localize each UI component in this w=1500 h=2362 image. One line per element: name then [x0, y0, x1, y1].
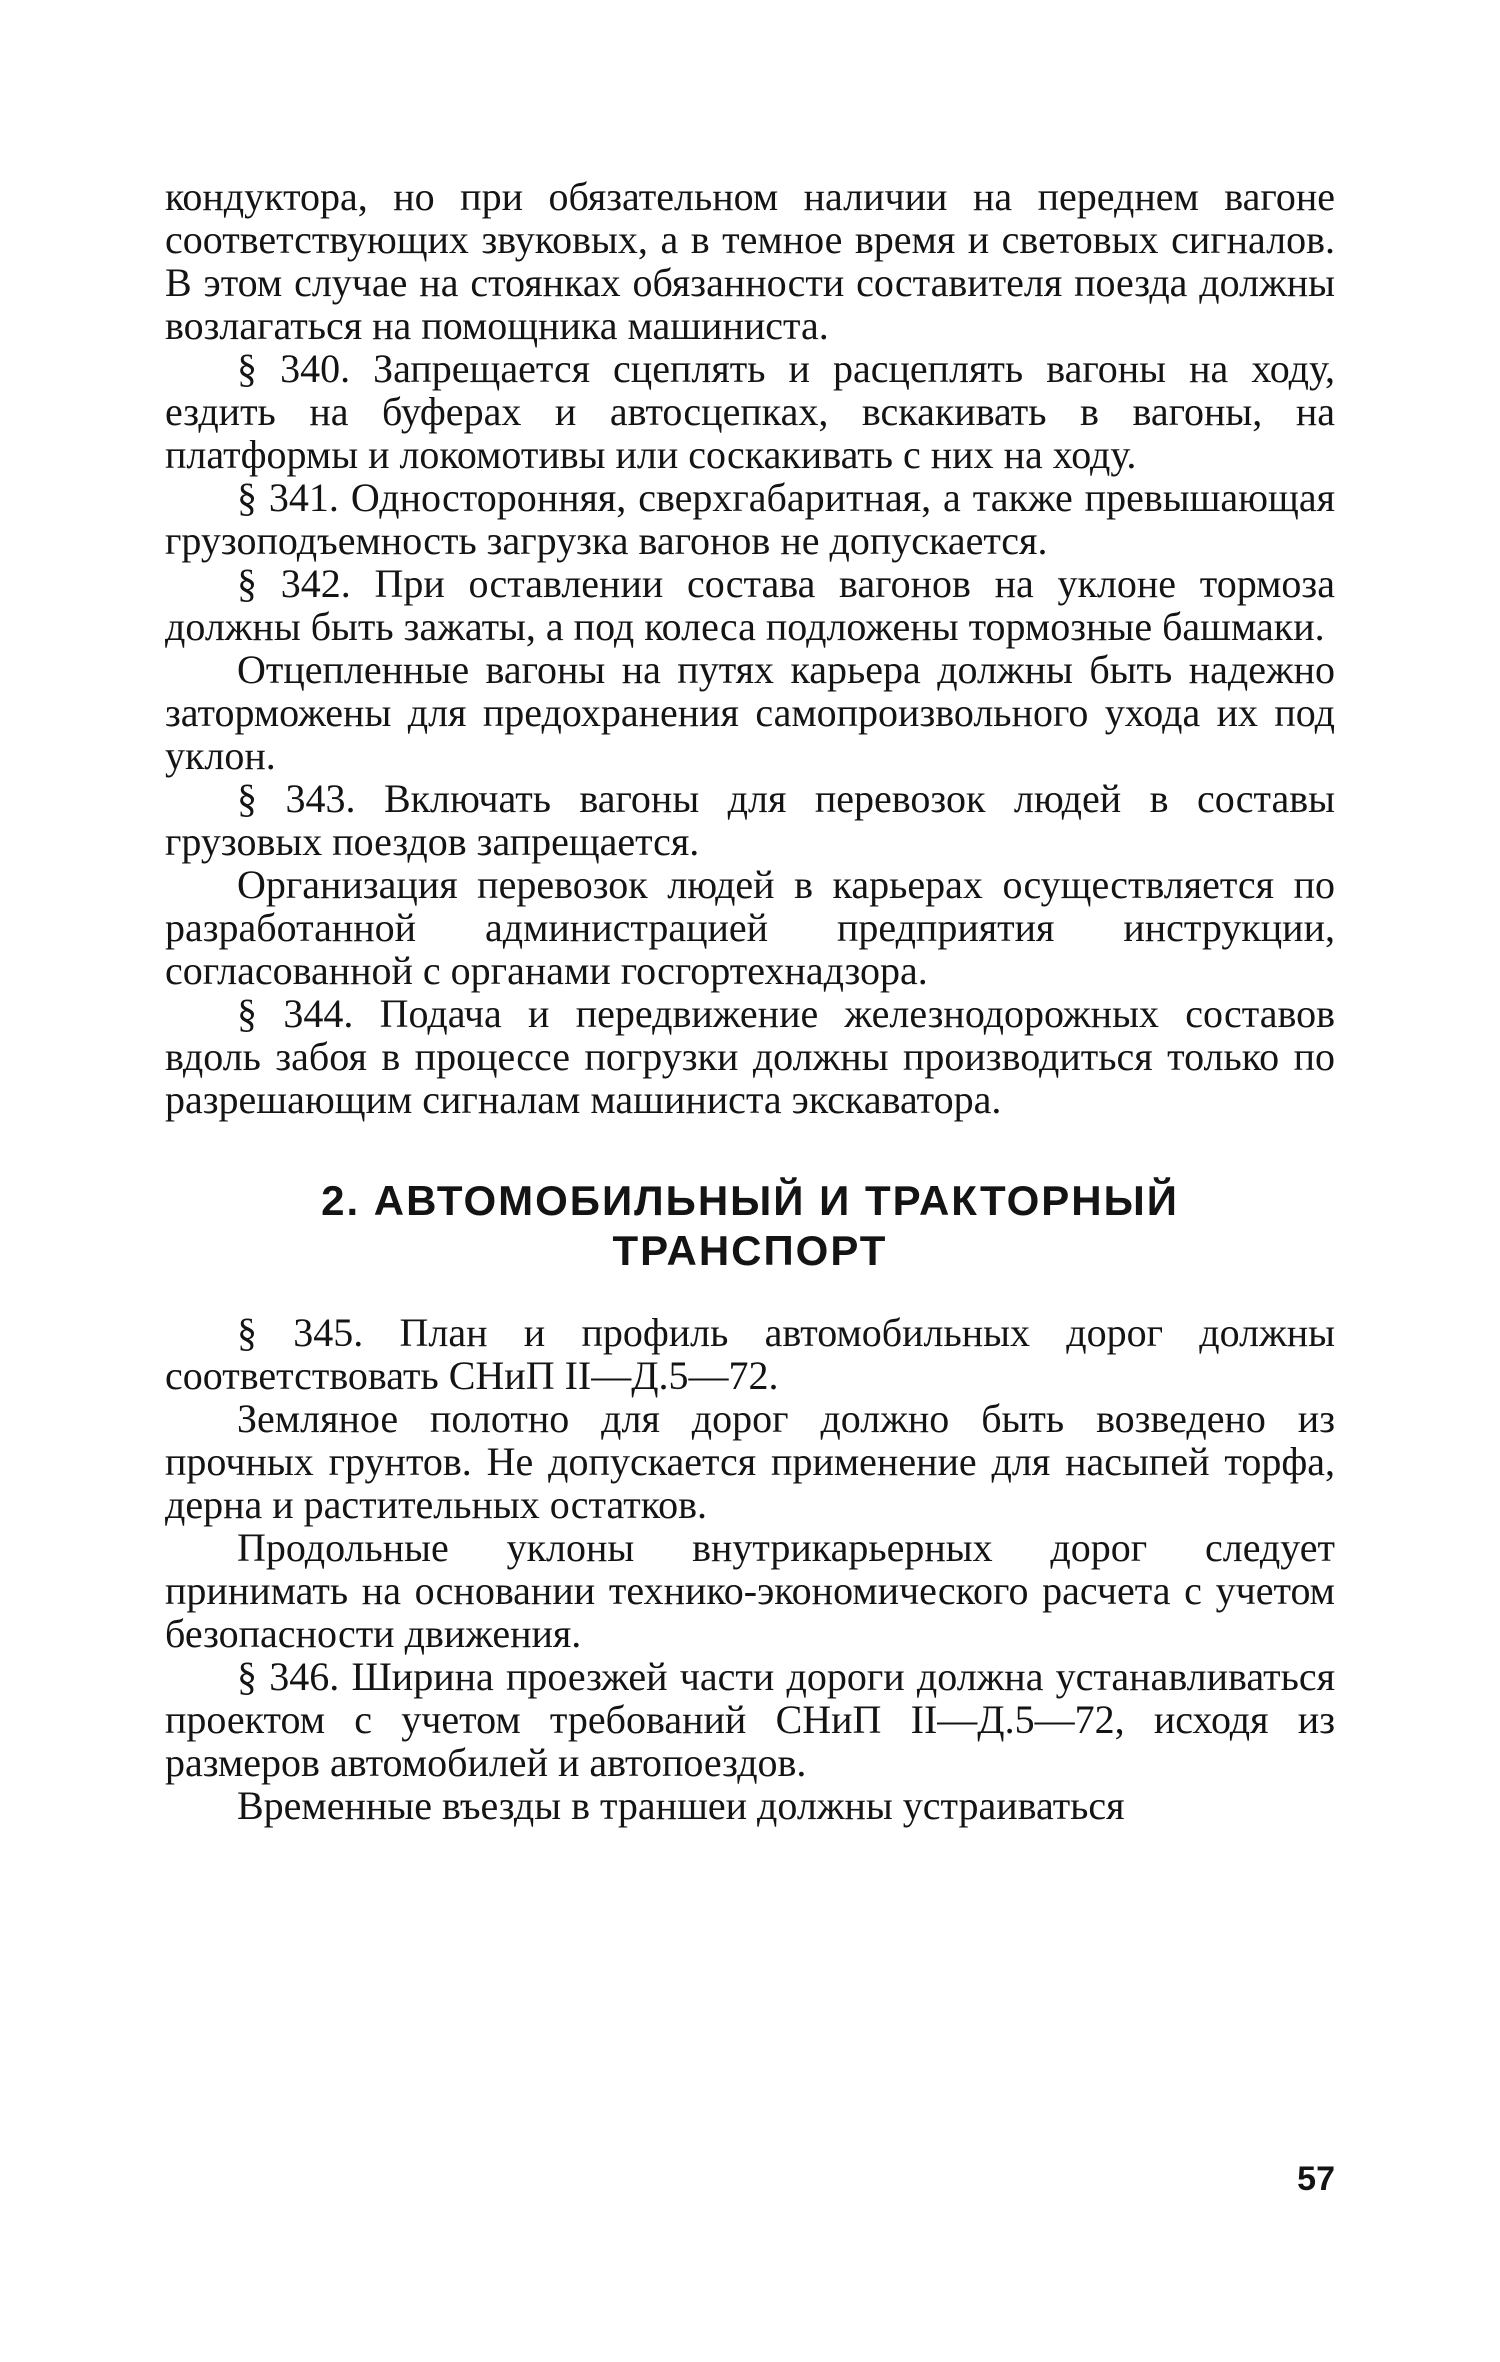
paragraph-340: § 340. Запрещается сцеплять и расцеплять вагоны на ходу, ездить на буферах и автосцепках, вскакивать в вагоны, на платформы и локомотивы или соскакивать с них на ходу.	[165, 346, 1335, 477]
paragraph-346: § 346. Ширина проезжей части дороги должна устанавливаться проектом с учетом требований СНиП II—Д.5—72, исходя из размеров автомобилей и автопоездов.	[165, 1654, 1335, 1785]
paragraph-transport-organization: Организация перевозок людей в карьерах осуществляется по разработанной администрацией предприятия инструкции, согласованной с органами госгортехнадзора.	[165, 862, 1335, 993]
paragraph-slopes: Продольные уклоны внутрикарьерных дорог следует принимать на основании технико-экономического расчета с учетом безопасности движения.	[165, 1525, 1335, 1656]
paragraph-continuation: кондуктора, но при обязательном наличии на переднем вагоне соответствующих звуковых, а в темное время и световых сигналов. В этом случае на стоянках обязанности составителя поезда должны возлагаться на помощника машиниста.	[165, 174, 1335, 348]
paragraph-341: § 341. Односторонняя, сверхгабаритная, а также превышающая грузоподъемность загрузка вагонов не допускается.	[165, 475, 1335, 563]
paragraph-345: § 345. План и профиль автомобильных дорог должны соответствовать СНиП II—Д.5—72.	[165, 1310, 1335, 1398]
page-number: 57	[1297, 2160, 1335, 2198]
paragraph-temporary-entries: Временные въезды в траншеи должны устраиваться	[237, 1783, 1125, 1828]
paragraph-roadbed: Земляное полотно для дорог должно быть возведено из прочных грунтов. Не допускается применение для насыпей торфа, дерна и растительных остатков.	[165, 1396, 1335, 1527]
section-heading	[165, 1176, 1335, 1276]
paragraph-uncoupled-wagons: Отцепленные вагоны на путях карьера должны быть надежно заторможены для предохранения самопроизвольного ухода их под уклон.	[165, 647, 1335, 778]
paragraph-344: § 344. Подача и передвижение железнодорожных составов вдоль забоя в процессе погрузки должны производиться только по разрешающим сигналам машиниста экскаватора.	[165, 991, 1335, 1122]
section-heading-line-2: ТРАНСПОРТ	[612, 1227, 888, 1274]
section-heading-line-1: 2. АВТОМОБИЛЬНЫЙ И ТРАКТОРНЫЙ	[321, 1177, 1179, 1224]
paragraph-342: § 342. При оставлении состава вагонов на уклоне тормоза должны быть зажаты, а под колеса подложены тормозные башмаки.	[165, 561, 1335, 649]
page-body	[165, 175, 1335, 1827]
paragraph-343: § 343. Включать вагоны для перевозок людей в составы грузовых поездов запрещается.	[165, 776, 1335, 864]
